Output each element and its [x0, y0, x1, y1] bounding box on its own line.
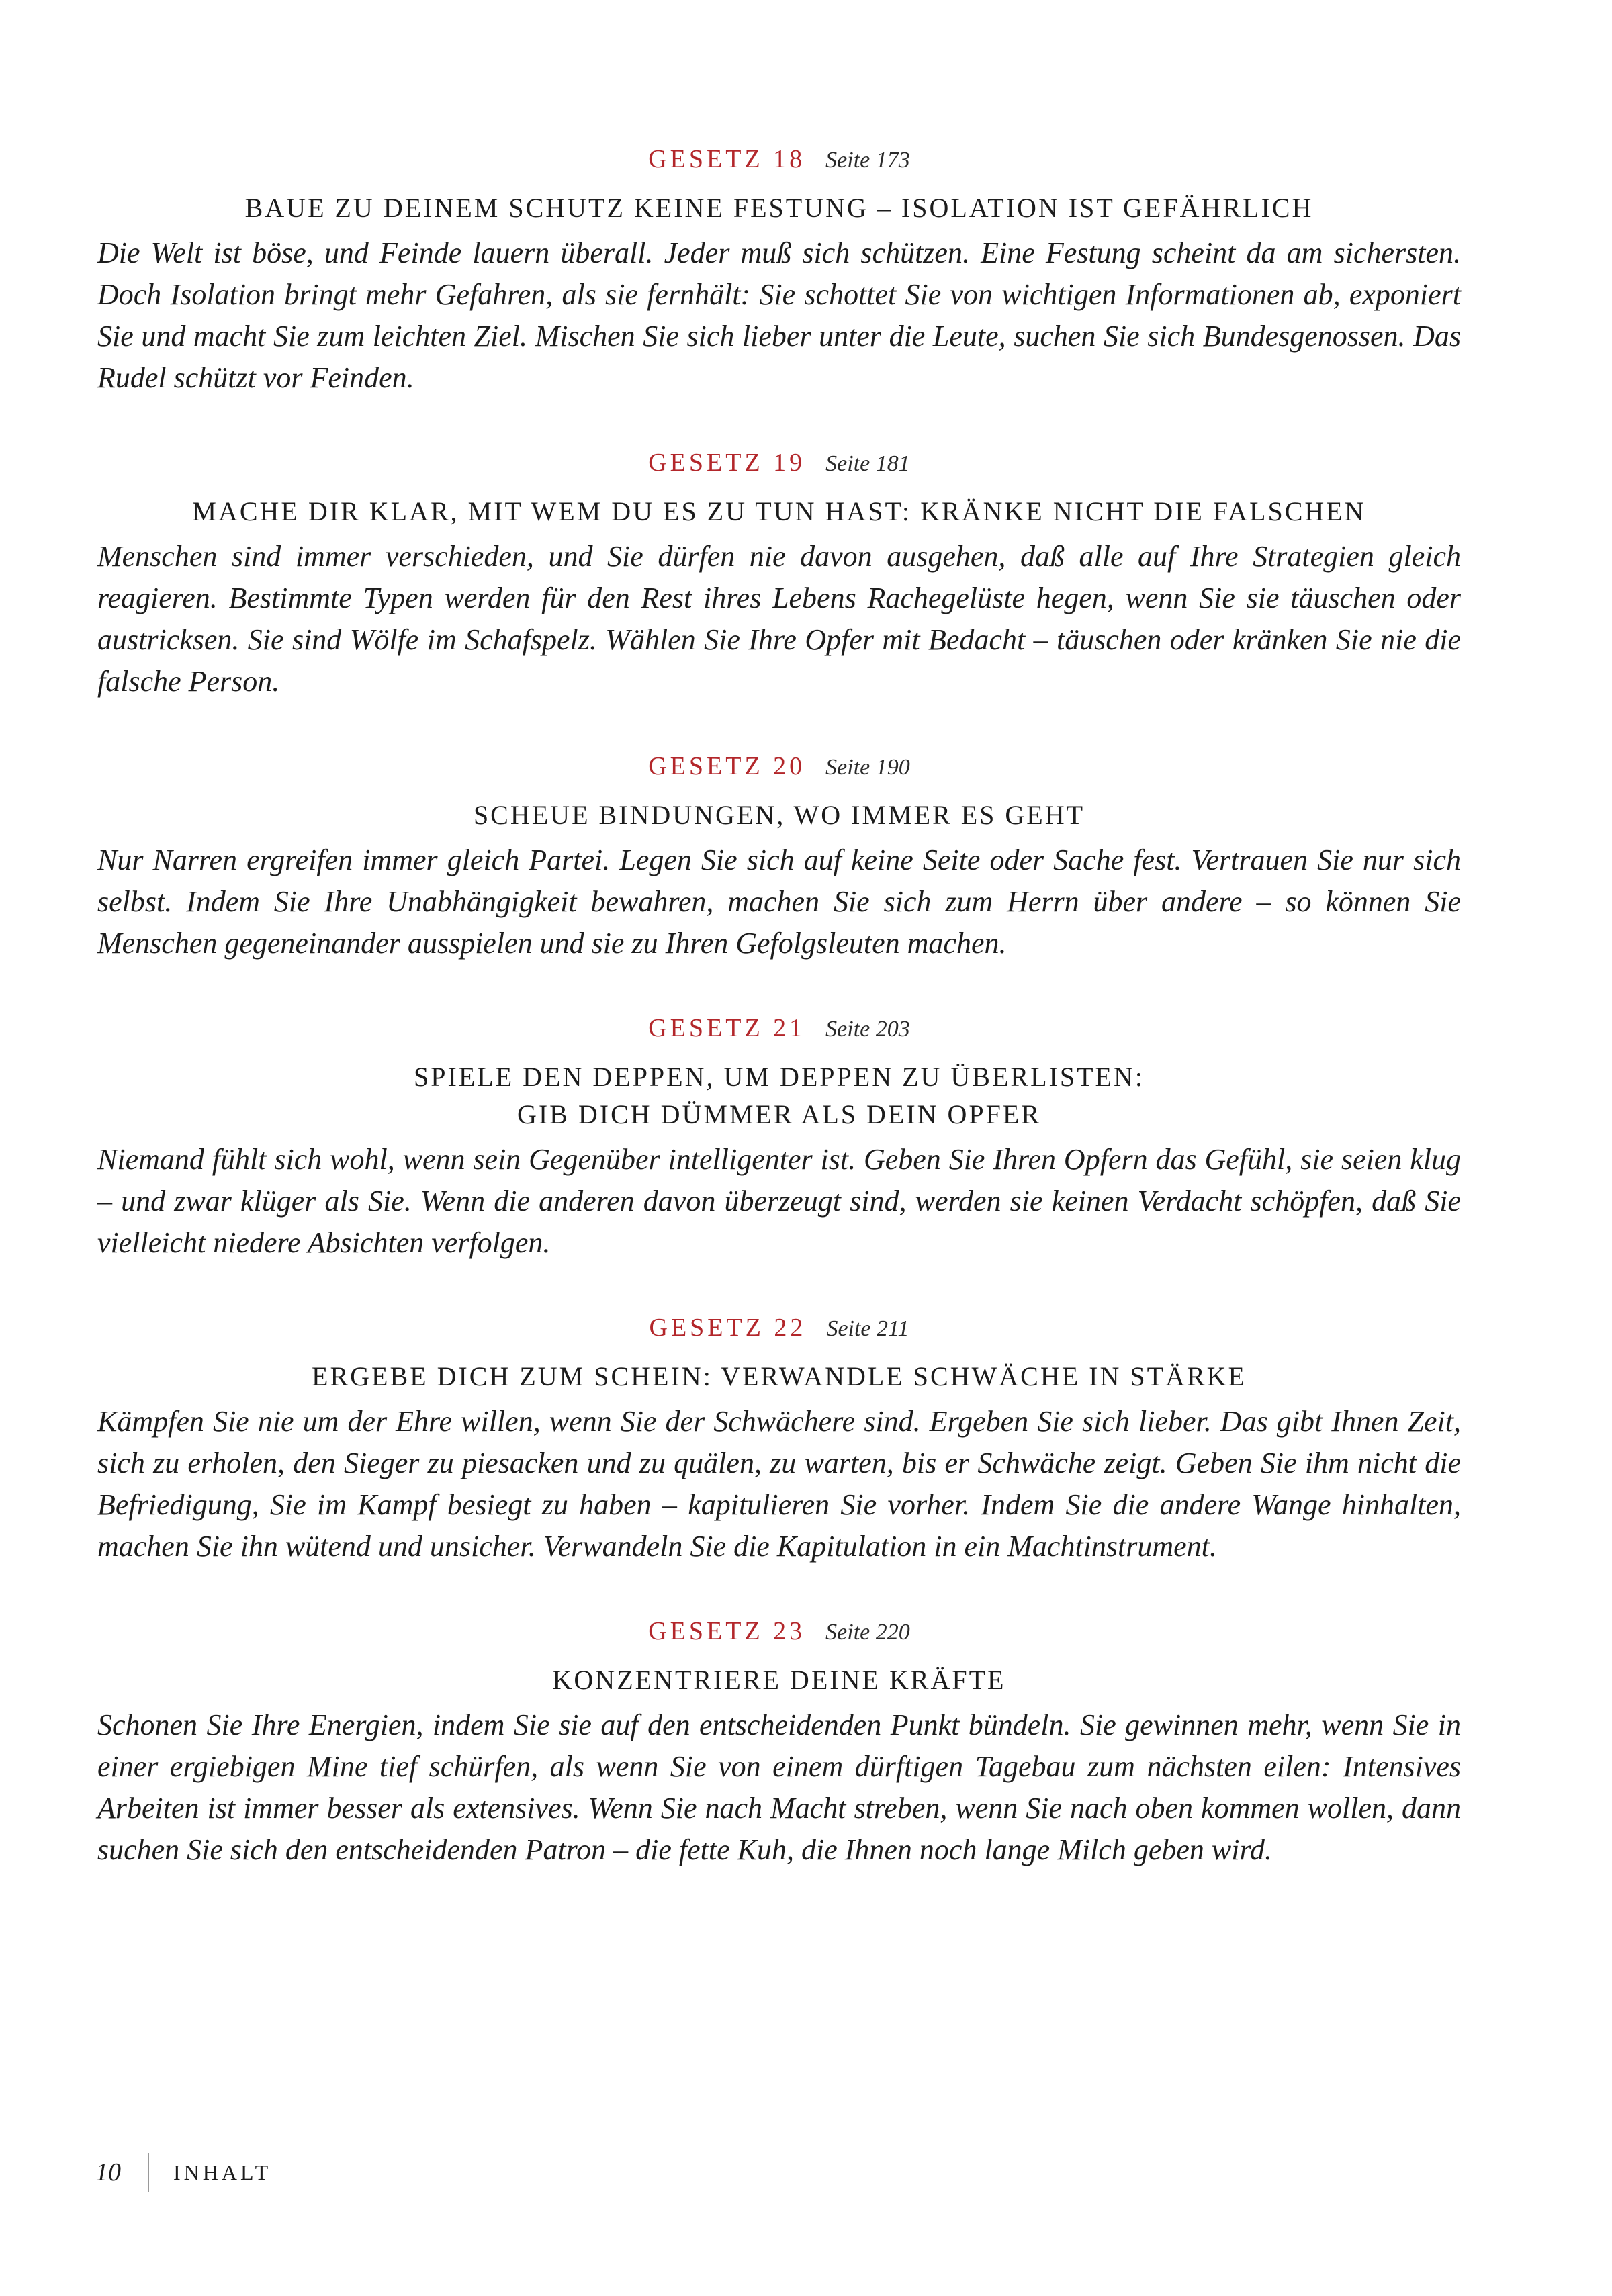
law-title: [97, 493, 1461, 531]
law-number: GESETZ 21: [648, 1014, 806, 1042]
law-title: [97, 189, 1461, 227]
law-heading: [97, 749, 1461, 784]
law-title-line: KONZENTRIERE DEINE KRÄFTE: [552, 1665, 1006, 1695]
law-entry-18: [97, 142, 1461, 399]
law-entry-19: [97, 446, 1461, 702]
law-page-reference: Seite 203: [825, 1017, 910, 1042]
page-number: 10: [95, 2158, 121, 2187]
law-number: GESETZ 18: [648, 145, 806, 173]
law-page-reference: Seite 211: [826, 1316, 909, 1341]
law-title: [97, 1661, 1461, 1699]
law-summary: Schonen Sie Ihre Energien, indem Sie sie auf den entscheidenden Punkt bündeln. Sie gewinnen mehr, wenn Sie in einer ergiebigen Mine tief schürfen, als wenn Sie von einem dürftigen Tagebau zum nächsten eilen: Intensives Arbeiten ist immer besser als extensives. Wenn Sie nach Macht streben, wenn Sie nach oben kommen wollen, dann suchen Sie sich den entscheidenden Patron – die fette Kuh, die Ihnen noch lange Milch geben wird.: [97, 1708, 1461, 1866]
law-summary: Niemand fühlt sich wohl, wenn sein Gegenüber intelligenter ist. Geben Sie Ihren Opfern das Gefühl, sie seien klug – und zwar klüger als Sie. Wenn die anderen davon überzeugt sind, werden sie keinen Verdacht schöpfen, daß Sie vielleicht niedere Absichten verfolgen.: [97, 1143, 1461, 1259]
law-entry-23: [97, 1614, 1461, 1871]
page-footer: [95, 2152, 271, 2193]
law-heading: [97, 1011, 1461, 1046]
law-number: GESETZ 22: [649, 1314, 807, 1342]
law-number: GESETZ 19: [648, 449, 806, 477]
law-heading: [97, 446, 1461, 481]
table-of-contents: [97, 142, 1461, 1918]
law-entry-22: [97, 1311, 1461, 1567]
law-title-line: ERGEBE DICH ZUM SCHEIN: VERWANDLE SCHWÄCHE IN STÄRKE: [312, 1361, 1247, 1391]
law-page-reference: Seite 190: [825, 755, 910, 780]
law-heading: [97, 1614, 1461, 1649]
law-title-line: BAUE ZU DEINEM SCHUTZ KEINE FESTUNG – ISOLATION IST GEFÄHRLICH: [244, 193, 1314, 223]
law-title-line: GIB DICH DÜMMER ALS DEIN OPFER: [517, 1099, 1042, 1130]
law-heading: [97, 1311, 1461, 1346]
law-title-line: SPIELE DEN DEPPEN, UM DEPPEN ZU ÜBERLISTEN:: [414, 1062, 1145, 1092]
law-heading: [97, 142, 1461, 177]
law-summary: Menschen sind immer verschieden, und Sie dürfen nie davon ausgehen, daß alle auf Ihre Strategien gleich reagieren. Bestimmte Typen werden für den Rest ihres Lebens Rachegelüste hegen, wenn Sie sie täuschen oder austricksen. Sie sind Wölfe im Schafspelz. Wählen Sie Ihre Opfer mit Bedacht – täuschen oder kränken Sie nie die falsche Person.: [97, 540, 1461, 698]
law-page-reference: Seite 173: [825, 148, 910, 173]
law-title-line: SCHEUE BINDUNGEN, WO IMMER ES GEHT: [473, 800, 1085, 830]
law-title: [97, 796, 1461, 834]
law-title-line: MACHE DIR KLAR, MIT WEM DU ES ZU TUN HAST: KRÄNKE NICHT DIE FALSCHEN: [192, 496, 1366, 526]
law-title: [97, 1358, 1461, 1395]
law-summary: Kämpfen Sie nie um der Ehre willen, wenn Sie der Schwächere sind. Ergeben Sie sich lieber. Das gibt Ihnen Zeit, sich zu erholen, den Sieger zu piesacken und zu quälen, zu warten, bis er Schwäche zeigt. Geben Sie ihm nicht die Befriedigung, Sie im Kampf besiegt zu haben – kapitulieren Sie vorher. Indem Sie die andere Wange hinhalten, machen Sie ihn wütend und unsicher. Verwandeln Sie die Kapitulation in ein Machtinstrument.: [97, 1405, 1461, 1563]
law-page-reference: Seite 181: [825, 451, 910, 476]
law-number: GESETZ 20: [648, 752, 806, 780]
law-entry-20: [97, 749, 1461, 964]
law-summary: Nur Narren ergreifen immer gleich Partei. Legen Sie sich auf keine Seite oder Sache fest. Vertrauen Sie nur sich selbst. Indem Sie Ihre Unabhängigkeit bewahren, machen Sie sich zum Herrn über andere – so können Sie Menschen gegeneinander ausspielen und sie zu Ihren Gefolgsleuten machen.: [97, 843, 1461, 960]
section-label: INHALT: [173, 2160, 272, 2185]
law-number: GESETZ 23: [648, 1617, 806, 1645]
law-page-reference: Seite 220: [825, 1620, 910, 1645]
law-title: [97, 1058, 1461, 1134]
law-summary: Die Welt ist böse, und Feinde lauern überall. Jeder muß sich schützen. Eine Festung scheint da am sichersten. Doch Isolation bringt mehr Gefahren, als sie fernhält: Sie schottet Sie von wichtigen Informationen ab, exponiert Sie und macht Sie zum leichten Ziel. Mischen Sie sich lieber unter die Leute, suchen Sie sich Bundesgenossen. Das Rudel schützt vor Feinden.: [97, 236, 1461, 394]
law-entry-21: [97, 1011, 1461, 1264]
